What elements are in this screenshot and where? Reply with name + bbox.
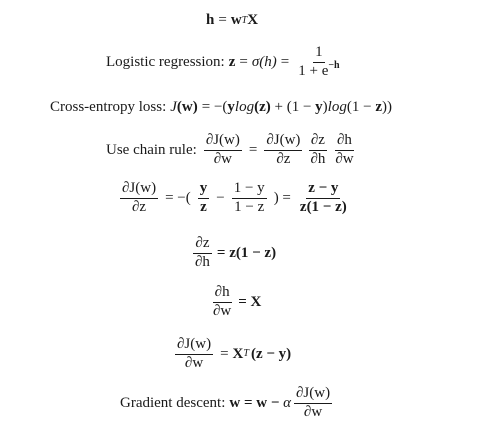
sigmoid-numerator: 1 <box>313 45 325 63</box>
ce-close1: ) <box>322 99 328 115</box>
dz-dh-lhs-denominator: ∂h <box>195 253 210 270</box>
equation-linear: h = w T X <box>206 12 259 28</box>
w-symbol: w <box>230 12 242 28</box>
dz-dh-denominator: ∂h <box>310 150 326 167</box>
ce-y1: y <box>227 99 235 115</box>
equals-sign: = <box>239 53 248 70</box>
dj-dz-lhs-numerator: ∂J(w) <box>120 181 158 199</box>
dz-dh-numerator: ∂z <box>309 133 327 151</box>
equation-chain-rule <box>106 133 359 168</box>
equation-dz-dh <box>190 236 276 271</box>
j-symbol: J <box>170 99 177 115</box>
gradient-descent-label: Gradient descent: <box>120 394 226 411</box>
one-minus-fraction <box>232 181 267 216</box>
y-over-z-numerator: y <box>198 181 210 199</box>
equals-sign: = <box>248 141 258 158</box>
ce-z2: z <box>375 99 382 115</box>
dj-dz-fraction <box>264 133 302 168</box>
gradient-rhs: (z − y) <box>250 345 292 362</box>
result-denominator: z(1 − z) <box>299 198 347 215</box>
alpha-symbol: α <box>283 394 292 411</box>
dh-dw-lhs-numerator: ∂h <box>213 285 232 303</box>
lhs-denominator: ∂w <box>213 150 232 167</box>
close-equals: ) = <box>273 189 291 206</box>
h-symbol: h <box>206 12 215 28</box>
dj-dz-numerator: ∂J(w) <box>264 133 302 151</box>
dh-dw-lhs <box>211 285 233 320</box>
ce-close2: )) <box>381 99 392 115</box>
dh-dw-numerator: ∂h <box>335 133 354 151</box>
x-symbol: X <box>247 12 259 28</box>
minus-sign: − <box>216 189 225 206</box>
x-symbol: X <box>232 345 244 362</box>
dz-dh-lhs-numerator: ∂z <box>193 236 211 254</box>
update-numerator: ∂J(w) <box>294 386 332 404</box>
ce-z1: (z) <box>254 99 271 115</box>
lhs-numerator: ∂J(w) <box>204 133 242 151</box>
dj-dz-denominator: ∂z <box>276 150 291 167</box>
ce-open2: (1 − <box>346 99 376 115</box>
sigma-h: σ(h) <box>251 53 277 70</box>
ce-part1: = −( <box>201 99 228 115</box>
den-exponent: −h <box>328 59 340 71</box>
equation-dj-dz <box>117 181 352 216</box>
equation-dh-dw <box>208 285 261 320</box>
dz-dh-rhs: = z(1 − z) <box>216 244 277 261</box>
z-symbol: z <box>228 53 236 70</box>
ce-log1: log <box>234 99 255 115</box>
sigmoid-denominator <box>296 59 341 80</box>
dz-dh-fraction <box>308 133 327 168</box>
equation-gradient-descent <box>120 386 335 421</box>
lhs-fraction <box>204 133 242 168</box>
dh-dw-fraction <box>333 133 355 168</box>
equation-gradient: $\frac{\partial J(w)}{\partial w}$ = X T (z − y) <box>177 336 292 371</box>
cross-entropy-label: Cross-entropy loss: <box>50 99 167 115</box>
den-base: 1 + e <box>298 62 329 79</box>
gradient-lhs-numerator: ∂J(w) <box>175 337 213 355</box>
logistic-label: Logistic regression: <box>106 53 225 70</box>
dh-dw-rhs: = X <box>238 293 262 310</box>
equals-sign: = <box>220 345 229 362</box>
equals-sign: = <box>280 53 290 70</box>
sigmoid-fraction <box>296 45 341 80</box>
j-arg: (w) <box>176 99 198 115</box>
dj-dz-lhs-denominator: ∂z <box>132 198 147 215</box>
chain-rule-label: Use chain rule: <box>106 141 197 158</box>
ce-y2: y <box>315 99 323 115</box>
y-over-z <box>198 181 210 216</box>
gradient-lhs <box>175 337 213 372</box>
dz-dh-lhs <box>193 236 212 271</box>
dh-dw-lhs-denominator: ∂w <box>213 302 232 319</box>
gradient-lhs-denominator: ∂w <box>184 354 204 371</box>
result-fraction <box>298 181 349 216</box>
one-minus-z: 1 − z <box>234 198 265 215</box>
y-over-z-denominator: z <box>200 198 207 215</box>
ce-log2: log <box>327 99 347 115</box>
result-numerator: z − y <box>306 181 340 199</box>
ce-plus: + (1 − <box>270 99 316 115</box>
equation-logistic <box>106 45 345 80</box>
equation-cross-entropy <box>50 99 392 116</box>
update-lhs: w = w − <box>229 394 284 411</box>
update-denominator: ∂w <box>303 403 323 420</box>
update-fraction <box>294 386 332 421</box>
equals-sign: = <box>218 12 227 28</box>
dh-dw-denominator: ∂w <box>335 150 354 167</box>
one-minus-y: 1 − y <box>232 181 267 199</box>
dj-dz-lhs <box>120 181 158 216</box>
equals-open: = −( <box>165 189 191 206</box>
